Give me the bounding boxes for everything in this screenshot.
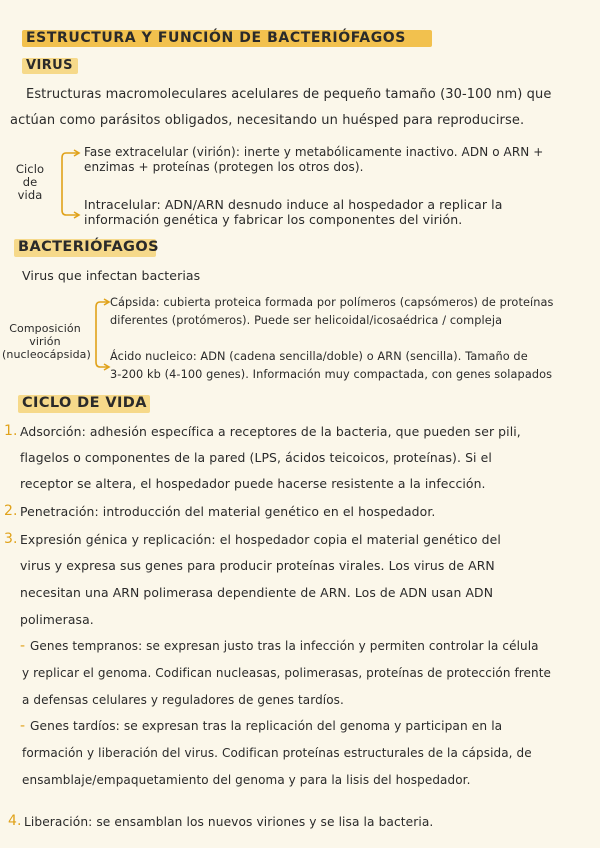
- step-3-number: 3.: [4, 531, 18, 547]
- step-3-line-2: virus y expresa sus genes para producir proteínas virales. Los virus de ARN: [20, 558, 495, 573]
- step-3-line-1: Expresión génica y replicación: el hospedador copia el material genético del: [20, 532, 501, 547]
- nucleic-acid-line-2: 3-200 kb (4-100 genes). Información muy compactada, con genes solapados: [110, 368, 553, 381]
- step-1-line-1: Adsorción: adhesión específica a receptores de la bacteria, que pueden ser pili,: [20, 424, 521, 439]
- cycle-heading: CICLO DE VIDA: [22, 395, 147, 411]
- composition-label-2: virión: [29, 335, 61, 348]
- early-genes-line-2: y replicar el genoma. Codifican nucleasas, polimerasas, proteínas de protección frente: [22, 666, 552, 680]
- early-genes-line-1: Genes tempranos: se expresan justo tras la infección y permiten controlar la célula: [30, 639, 539, 653]
- extracellular-line-2: enzimas + proteínas (protegen los otros dos).: [84, 160, 364, 174]
- virus-intro-line-1: Estructuras macromoleculares acelulares de pequeño tamaño (30-100 nm) que: [26, 87, 552, 102]
- early-genes-dash: -: [20, 638, 26, 654]
- bacteriophages-heading: BACTERIÓFAGOS: [18, 239, 159, 255]
- step-1-number: 1.: [4, 423, 18, 439]
- late-genes-line-2: formación y liberación del virus. Codifican proteínas estructurales de la cápsida, de: [22, 746, 532, 760]
- composition-label-1: Composición: [9, 322, 81, 335]
- page-title: ESTRUCTURA Y FUNCIÓN DE BACTERIÓFAGOS: [26, 30, 406, 46]
- composition-label-3: (nucleocápsida): [2, 348, 91, 361]
- life-cycle-label-1: Ciclo: [15, 162, 45, 176]
- step-1-line-3: receptor se altera, el hospedador puede hacerse resistente a la infección.: [20, 476, 486, 491]
- extracellular-line-1: Fase extracelular (virión): inerte y metabólicamente inactivo. ADN o ARN +: [84, 145, 544, 159]
- intracellular-line-1: Intracelular: ADN/ARN desnudo induce al hospedador a replicar la: [84, 197, 503, 212]
- late-genes-line-1: Genes tardíos: se expresan tras la replicación del genoma y participan en la: [30, 719, 503, 733]
- bacteriophages-definition: Virus que infectan bacterias: [22, 268, 201, 283]
- late-genes-dash: -: [20, 718, 26, 734]
- step-2-line-1: Penetración: introducción del material genético en el hospedador.: [20, 504, 436, 519]
- step-3-line-3: necesitan una ARN polimerasa dependiente de ARN. Los de ADN usan ADN: [20, 585, 494, 600]
- step-4-line-1: Liberación: se ensamblan los nuevos viriones y se lisa la bacteria.: [24, 815, 434, 829]
- step-1-line-2: flagelos o componentes de la pared (LPS, ácidos teicoicos, proteínas). Si el: [20, 450, 492, 465]
- life-cycle-label-2: de: [22, 175, 38, 189]
- life-cycle-label-3: vida: [17, 188, 43, 202]
- step-4-number: 4.: [8, 813, 22, 829]
- intracellular-line-2: información genética y fabricar los componentes del virión.: [84, 212, 463, 227]
- life-cycle-bracket: [52, 148, 82, 220]
- virus-heading: VIRUS: [26, 58, 73, 73]
- nucleic-acid-line-1: Ácido nucleico: ADN (cadena sencilla/doble) o ARN (sencilla). Tamaño de: [110, 350, 528, 363]
- step-3-line-4: polimerasa.: [20, 612, 94, 627]
- composition-bracket: [86, 296, 112, 376]
- late-genes-line-3: ensamblaje/empaquetamiento del genoma y para la lisis del hospedador.: [22, 773, 471, 787]
- capsid-line-2: diferentes (protómeros). Puede ser helicoidal/icosaédrica / compleja: [110, 314, 503, 327]
- composition-label: [2, 322, 91, 361]
- early-genes-line-3: a defensas celulares y reguladores de genes tardíos.: [22, 693, 344, 707]
- life-cycle-label: [14, 163, 46, 202]
- capsid-line-1: Cápsida: cubierta proteica formada por polímeros (capsómeros) de proteínas: [110, 296, 554, 309]
- virus-intro-line-2: actúan como parásitos obligados, necesitando un huésped para reproducirse.: [10, 113, 525, 128]
- step-2-number: 2.: [4, 503, 18, 519]
